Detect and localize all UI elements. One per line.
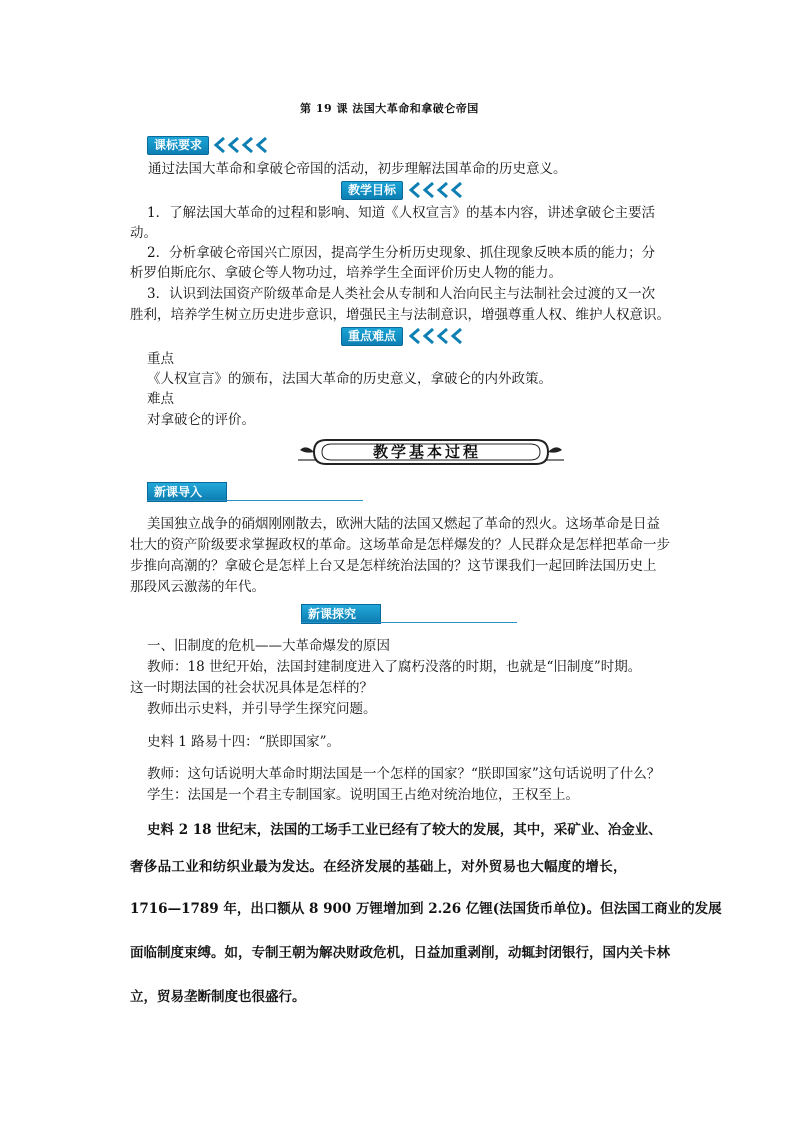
qa-line: 教师：这句话说明大革命时期法国是一个怎样的国家？“朕即国家”这句话说明了什么？ — [147, 766, 661, 782]
intro-line: 那段风云激荡的年代。 — [130, 579, 265, 595]
curriculum-badge: 课标要求 — [147, 136, 209, 155]
intro-line: 壮大的资产阶级要求掌握政权的革命。这场革命是怎样爆发的？人民群众是怎样把革命一步 — [130, 537, 670, 553]
explore-line: 教师：18 世纪开始，法国封建制度进入了腐朽没落的时期，也就是“旧制度”时期。 — [147, 659, 642, 675]
goal-line: 胜利，培养学生树立历史进步意识，增强民主与法制意识，增强尊重人权、维护人权意识。 — [130, 307, 670, 323]
source-1: 史料 1 路易十四：“朕即国家”。 — [147, 734, 340, 750]
difficult-heading: 难点 — [147, 391, 174, 407]
explore-line: 这一时期法国的社会状况具体是怎样的？ — [130, 680, 373, 696]
chevron-icon — [210, 136, 280, 154]
goal-line: 1．了解法国大革命的过程和影响、知道《人权宣言》的基本内容，讲述拿破仑主要活 — [147, 205, 656, 221]
source-2-line: 1716—1789 年，出口额从 8 900 万锂增加到 2.26 亿锂(法国货币单位)。但法国工商业的发展 — [130, 901, 722, 917]
explore-tab: 新课探究 — [301, 604, 381, 624]
source-2-line: 立，贸易垄断制度也很盛行。 — [130, 989, 306, 1005]
goal-line: 2．分析拿破仑帝国兴亡原因，提高学生分析历史现象、抓住现象反映本质的能力；分 — [147, 245, 656, 261]
intro-rule — [147, 500, 363, 501]
chevron-icon — [405, 181, 475, 199]
chevron-icon — [405, 327, 475, 345]
goal-line: 动。 — [130, 225, 157, 241]
keypoints-badge: 重点难点 — [341, 327, 403, 346]
difficult-text: 对拿破仑的评价。 — [147, 412, 255, 428]
intro-line: 步推向高潮的？拿破仑是怎样上台又是怎样统治法国的？这节课我们一起回眸法国历史上 — [130, 558, 657, 574]
lesson-title: 第 19 课 法国大革命和拿破仑帝国 — [300, 102, 479, 115]
explore-line: 教师出示史料，并引导学生探究问题。 — [147, 701, 377, 717]
explore-heading: 一、旧制度的危机——大革命爆发的原因 — [147, 638, 390, 654]
curriculum-text: 通过法国大革命和拿破仑帝国的活动，初步理解法国革命的历史意义。 — [148, 161, 567, 177]
qa-line: 学生：法国是一个君主专制国家。说明国王占绝对统治地位，王权至上。 — [147, 787, 579, 803]
explore-rule — [301, 622, 517, 623]
intro-line: 美国独立战争的硝烟刚刚散去，欧洲大陆的法国又燃起了革命的烈火。这场革命是日益 — [147, 516, 660, 532]
goal-line: 3．认识到法国资产阶级革命是人类社会从专制和人治向民主与法制社会过渡的又一次 — [147, 286, 656, 302]
goal-line: 析罗伯斯庇尔、拿破仑等人物功过，培养学生全面评价历史人物的能力。 — [130, 265, 562, 281]
source-2-line: 奢侈品工业和纺织业最为发达。在经济发展的基础上，对外贸易也大幅度的增长， — [130, 859, 627, 875]
intro-tab: 新课导入 — [147, 482, 227, 502]
source-2-line: 面临制度束缚。如，专制王朝为解决财政危机，日益加重剥削，动辄封闭银行，国内关卡林 — [130, 945, 670, 961]
goals-badge: 教学目标 — [341, 181, 403, 200]
source-2-line: 史料 2 18 世纪末，法国的工场手工业已经有了较大的发展，其中，采矿业、冶金业、 — [147, 822, 662, 838]
key-heading: 重点 — [147, 351, 174, 367]
process-banner-text: 教学基本过程 — [372, 443, 481, 461]
key-text: 《人权宣言》的颁布，法国大革命的历史意义，拿破仑的内外政策。 — [147, 371, 552, 387]
